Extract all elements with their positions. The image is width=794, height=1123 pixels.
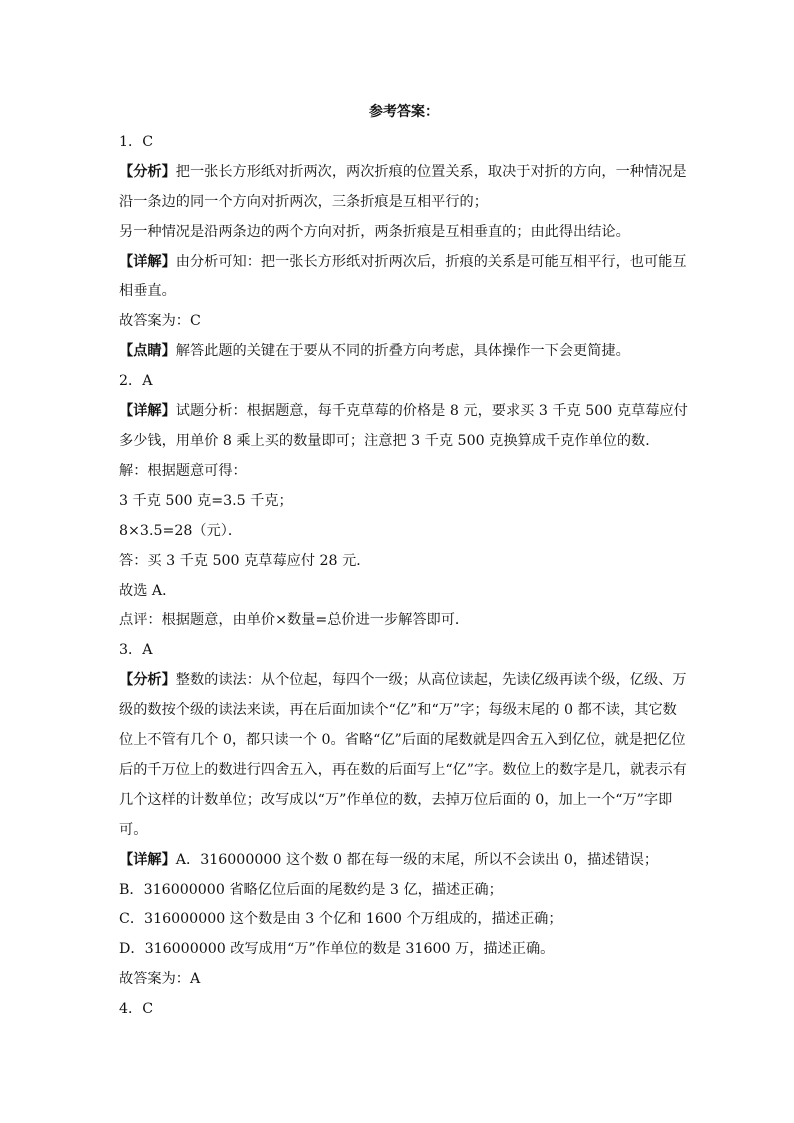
detail-tag: 【详解】 [119,253,176,270]
q2-choose: 故选 A． [119,582,177,599]
detail-tag: 【详解】 [119,403,176,420]
point-tag: 【点睛】 [119,343,176,360]
q2-detail-text: 试题分析：根据题意，每千克草莓的价格是 8 元，要求买 3 千克 500 克草莓应付多少钱，用单价 8 乘上买的数量即可；注意把 3 千克 500 克换算成千克作单位的数． [119,403,688,449]
q3-option-d: D．316000000 改写成用“万”作单位的数是 31600 万，描述正确。 [119,941,555,958]
detail-tag: 【详解】 [119,851,176,868]
q1-detail [119,248,689,308]
q3-analysis [119,666,689,845]
q1-point-text: 解答此题的关键在于要从不同的折叠方向考虑，具体操作一下会更简捷。 [175,343,630,360]
answer-content [119,98,689,1025]
q3-option-c: C．316000000 这个数是由 3 个亿和 1600 个万组成的，描述正确； [119,911,563,928]
q2-comment: 点评：根据题意，由单价×数量=总价进一步解答即可． [119,612,470,629]
q2-solve: 解：根据题意可得： [119,462,247,479]
page-title: 参考答案： [369,104,439,120]
q1-answer: 故答案为：C [119,313,201,330]
q1-analysis-text-2: 另一种情况是沿两条边的两个方向对折，两条折痕是互相垂直的；由此得出结论。 [119,223,630,240]
q2-detail [119,397,689,457]
q3-option-a-text: A．316000000 这个数 0 都在每一级的末尾，所以不会读出 0，描述错误； [175,851,659,868]
q1-number: 1．C [119,133,154,150]
analysis-tag: 【分析】 [119,163,176,180]
q2-reply: 答：买 3 千克 500 克草莓应付 28 元． [119,552,371,569]
q2-step-1: 3 千克 500 克=3.5 千克； [119,492,293,509]
q1-detail-text: 由分析可知：把一张长方形纸对折两次后，折痕的关系是可能互相平行，也可能互相垂直。 [119,253,687,300]
q1-point [119,337,689,367]
q3-analysis-text: 整数的读法：从个位起，每四个一级；从高位读起，先读亿级再读个级，亿级、万级的数按个级的读法来读，再在后面加读个“亿”和“万”字；每级末尾的 0 都不读，其它数位上不管有几个 0，都只读一个 0。省略“亿”后面的尾数就是四舍五入到亿位，就是把亿位后的千万位上的数进行四舍五入，再在数的后面写上“亿”字。数位上的数字是几，就表示有几个这样的计数单位；改写成以“万”作单位的数，去掉万位后面的 0，加上一个“万”字即可。 [119,672,687,838]
q1-analysis-text-1: 把一张长方形纸对折两次，两次折痕的位置关系，取决于对折的方向，一种情况是沿一条边的同一个方向对折两次，三条折痕是互相平行的； [119,163,687,210]
q2-number: 2．A [119,373,153,390]
q3-number: 3．A [119,642,153,659]
q3-option-a [119,846,689,876]
q3-option-b: B．316000000 省略亿位后面的尾数约是 3 亿，描述正确； [119,881,503,898]
q2-step-2: 8×3.5=28（元）． [119,522,243,539]
q1-analysis [119,158,689,218]
q4-number: 4．C [119,1001,154,1018]
analysis-tag: 【分析】 [119,672,176,689]
q3-answer: 故答案为：A [119,971,201,988]
